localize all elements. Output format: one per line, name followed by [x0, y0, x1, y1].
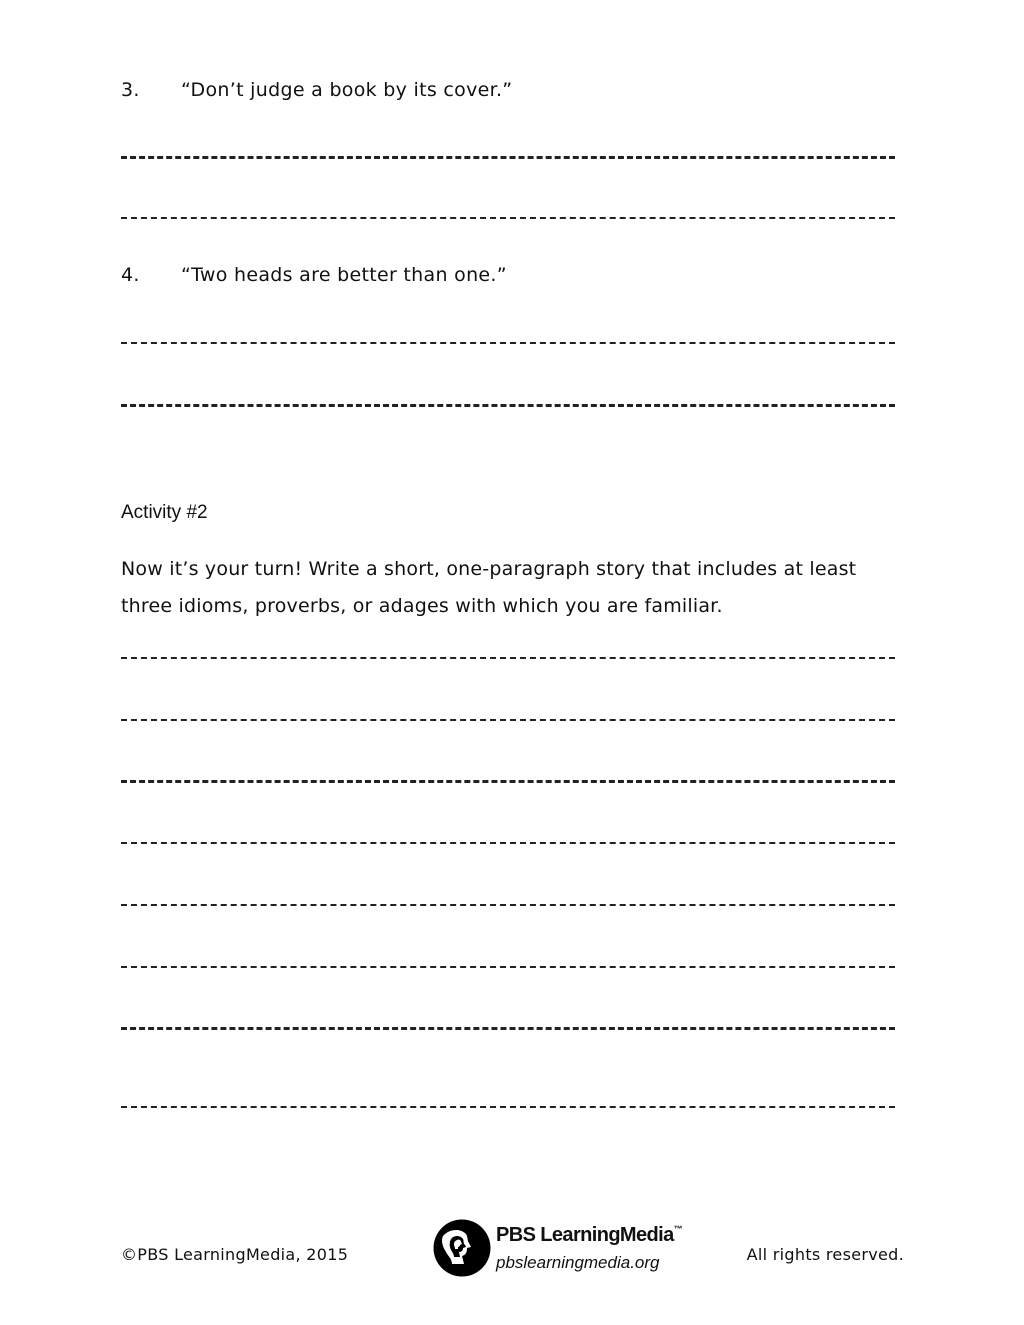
footer-copyright: ©PBS LearningMedia, 2015 [121, 1245, 349, 1264]
pbs-heads-logo-icon [433, 1219, 491, 1277]
logo-name-text: PBS LearningMedia [496, 1224, 674, 1246]
question-3-number: 3. [121, 79, 140, 101]
activity-heading: Activity #2 [121, 502, 208, 523]
question-4-number: 4. [121, 264, 140, 286]
story-line-8[interactable] [121, 1106, 895, 1108]
logo-url: pbslearningmedia.org [496, 1253, 660, 1272]
logo-name [496, 1224, 682, 1247]
question-3-text: “Don’t judge a book by its cover.” [181, 79, 513, 101]
pbs-learningmedia-logo [433, 1219, 683, 1281]
question-4 [121, 264, 507, 286]
question-3 [121, 79, 512, 101]
story-line-7[interactable] [121, 1027, 895, 1030]
story-line-3[interactable] [121, 780, 895, 783]
story-line-4[interactable] [121, 842, 895, 844]
footer-rights: All rights reserved. [746, 1245, 904, 1264]
question-4-text: “Two heads are better than one.” [181, 264, 507, 286]
story-line-5[interactable] [121, 904, 895, 906]
story-line-1[interactable] [121, 657, 895, 659]
logo-trademark: ™ [673, 1224, 683, 1234]
story-line-2[interactable] [121, 719, 895, 721]
answer-line-3b[interactable] [121, 217, 895, 219]
answer-line-4b[interactable] [121, 404, 895, 407]
story-line-6[interactable] [121, 966, 895, 968]
activity-instructions: Now it’s your turn! Write a short, one-paragraph story that includes at least three idioms, proverbs, or adages with which you are familiar. [121, 558, 857, 617]
answer-line-3a[interactable] [121, 156, 895, 159]
answer-line-4a[interactable] [121, 342, 895, 344]
